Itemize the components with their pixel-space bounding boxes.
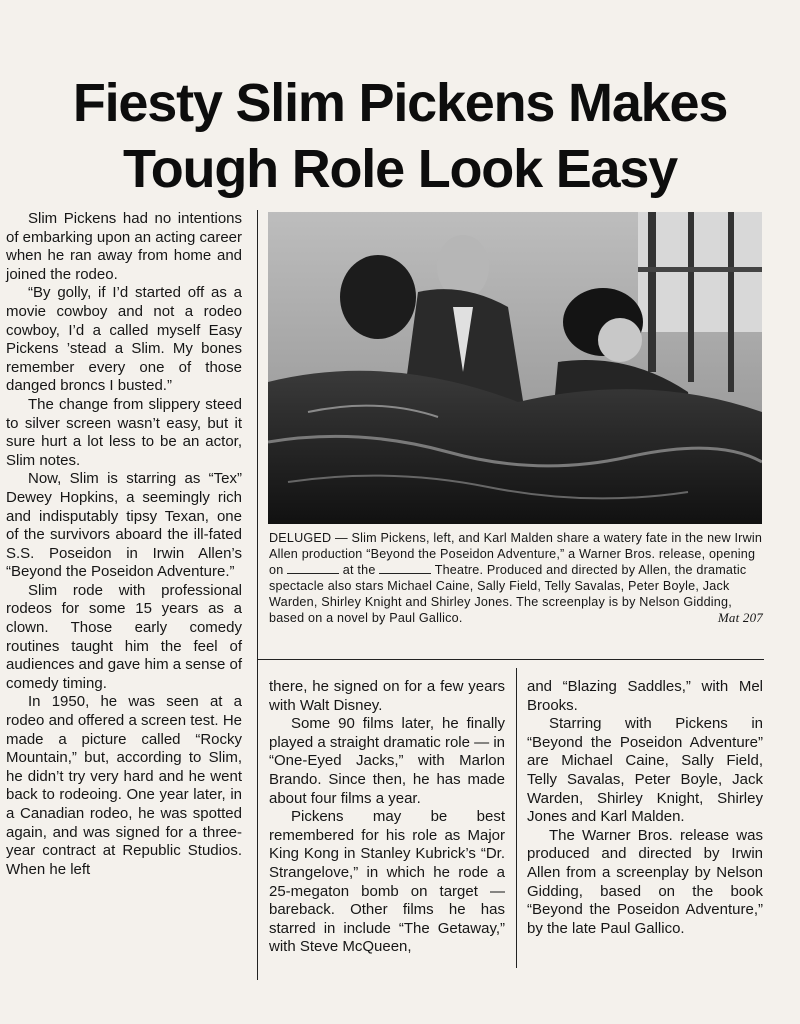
- paragraph: “By golly, if I’d started off as a movie cowboy and not a rodeo cowboy, I’d a called myself Easy Pickens ’stead a Slim. My bones remember every one of those danged broncs I busted.”: [6, 284, 242, 395]
- column-divider: [516, 668, 517, 968]
- photo-caption: [269, 530, 763, 626]
- paragraph: and “Blazing Saddles,” with Mel Brooks.: [527, 678, 763, 714]
- theatre-blank: [379, 563, 431, 574]
- paragraph: Some 90 films later, he finally played a straight dramatic role — in “One-Eyed Jacks,” with Marlon Brando. Since then, he has made about four films a year.: [269, 715, 505, 807]
- paragraph: The change from slippery steed to silver screen wasn’t easy, but it sure hurt a lot less to be an actor, Slim notes.: [6, 395, 242, 469]
- paragraph: Starring with Pickens in “Beyond the Poseidon Adventure” are Michael Caine, Sally Field, Telly Savalas, Peter Boyle, Jack Warden, Shirley Knight, Shirley Jones and Karl Malden.: [527, 715, 763, 826]
- caption-text: Theatre. Produced and directed by Allen, the dramatic spectacle also stars Michael Caine, Sally Field, Telly Savalas, Peter Boyle, Jack Warden, Shirley Knight and Shirley Jones. The screenplay is by Nelson Gidding, based on a novel by Paul Gallico.: [269, 563, 747, 625]
- paragraph: Now, Slim is starring as “Tex” Dewey Hopkins, a seemingly rich and indisputably tipsy Texan, one of the survivors aboard the ill-fated S.S. Poseidon in Irwin Allen’s “Beyond the Poseidon Adventure.”: [6, 470, 242, 581]
- photo: [268, 212, 762, 524]
- article-column-2: [269, 678, 505, 957]
- mat-number: Mat 207: [717, 610, 763, 625]
- date-blank: [287, 563, 339, 574]
- article-column-1: [6, 210, 242, 879]
- headline-line-1: Fiesty Slim Pickens Makes: [72, 73, 728, 134]
- photo-image: [268, 212, 762, 524]
- paragraph: The Warner Bros. release was produced and directed by Irwin Allen from a screenplay by Nelson Gidding, based on the book “Beyond the Poseidon Adventure,” by the late Paul Gallico.: [527, 826, 763, 937]
- paragraph: In 1950, he was seen at a rodeo and offered a screen test. He made a picture called “Rocky Mountain,” but, according to Slim, he didn’t try very hard and he went back to rodeoing. One year later, in a Canadian rodeo, he was spotted again, and was signed for a three-year contract at Republic Studios. When he left: [6, 693, 242, 878]
- paragraph: Slim Pickens had no intentions of embarking upon an acting career when he ran away from home and joined the rodeo.: [6, 210, 242, 283]
- column-divider: [257, 210, 258, 980]
- paragraph: Pickens may be best remembered for his role as Major King Kong in Stanley Kubrick’s “Dr. Strangelove,” in which he rode a 25-megaton bomb on target — bareback. Other films he has starred in include “The Getaway,” with Steve McQueen,: [269, 808, 505, 956]
- headline-line-2: Tough Role Look Easy: [122, 139, 678, 200]
- paragraph: there, he signed on for a few years with Walt Disney.: [269, 678, 505, 714]
- caption-rule: [258, 659, 764, 660]
- headline: [20, 70, 780, 202]
- article-column-3: [527, 678, 763, 938]
- paragraph: Slim rode with professional rodeos for some 15 years as a clown. Those early comedy routines taught him the feel of audiences and gave him a sense of comedy timing.: [6, 581, 242, 692]
- caption-text: DELUGED — Slim Pickens, left, and Karl Malden share a watery fate in the new Irwin Allen production “Beyond the Poseidon Adventure,” a Warner Bros. release, opening on: [269, 531, 763, 577]
- caption-text: at the: [339, 563, 380, 577]
